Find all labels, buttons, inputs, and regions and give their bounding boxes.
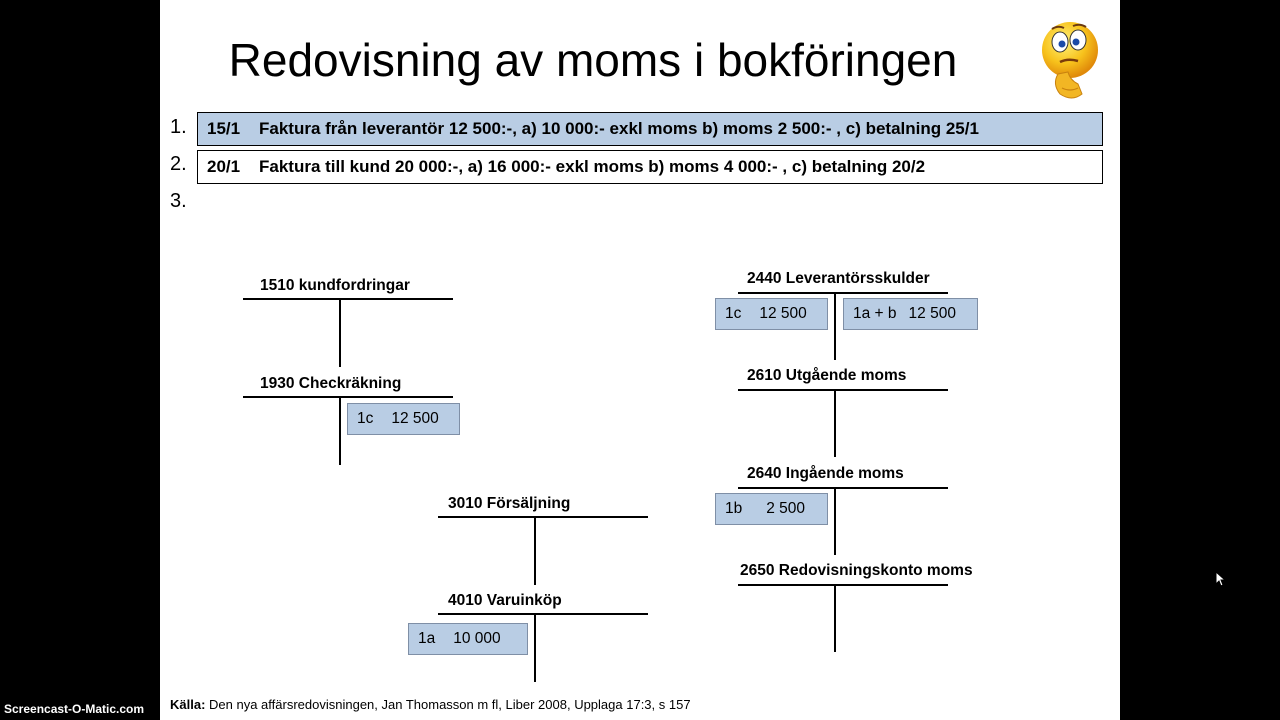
entry-amount: 12 500 bbox=[391, 410, 439, 427]
entry-amount: 12 500 bbox=[759, 305, 807, 322]
account-4010-title: 4010 Varuinköp bbox=[448, 592, 562, 609]
account-2440-debit-entry bbox=[715, 298, 828, 330]
transaction-box bbox=[197, 112, 1103, 146]
transaction-text: Faktura från leverantör 12 500:-, a) 10 000:- exkl moms b) moms 2 500:- , c) betalning 25/1 bbox=[259, 119, 979, 138]
t-account-3010-divider bbox=[534, 517, 536, 585]
account-2650-title: 2650 Redovisningskonto moms bbox=[740, 562, 973, 579]
t-account-2650-top bbox=[738, 584, 948, 586]
account-3010-title: 3010 Försäljning bbox=[448, 495, 571, 512]
source-citation bbox=[170, 697, 691, 712]
account-4010-debit-entry bbox=[408, 623, 528, 655]
entry-amount: 10 000 bbox=[453, 630, 501, 647]
account-2640-debit-entry bbox=[715, 493, 828, 525]
t-account-1510-top bbox=[243, 298, 453, 300]
transaction-date: 20/1 bbox=[207, 157, 241, 176]
entry-ref: 1a + b bbox=[853, 305, 897, 322]
t-account-4010-top bbox=[438, 613, 648, 615]
slide bbox=[160, 0, 1120, 720]
transaction-box bbox=[197, 150, 1103, 184]
transaction-number: 3. bbox=[170, 190, 187, 212]
entry-ref: 1c bbox=[725, 305, 742, 322]
account-2440-credit-entry bbox=[843, 298, 978, 330]
slide-title: Redovisning av moms i bokföringen bbox=[228, 34, 958, 86]
source-text: Den nya affärsredovisningen, Jan Thomasson m fl, Liber 2008, Upplaga 17:3, s 157 bbox=[205, 697, 691, 712]
t-account-2440-divider bbox=[834, 293, 836, 360]
t-account-2650-divider bbox=[834, 585, 836, 652]
t-account-1930-top bbox=[243, 396, 453, 398]
mouse-cursor-icon bbox=[1215, 571, 1225, 587]
entry-amount: 12 500 bbox=[908, 305, 956, 322]
t-account-1930-divider bbox=[339, 397, 341, 465]
transaction-date: 15/1 bbox=[207, 119, 241, 138]
thinking-face-icon bbox=[1038, 14, 1102, 104]
source-label: Källa: bbox=[170, 697, 206, 712]
t-account-2610-divider bbox=[834, 390, 836, 457]
t-account-4010-divider bbox=[534, 614, 536, 682]
account-1930-title: 1930 Checkräkning bbox=[260, 375, 402, 392]
transaction-text: Faktura till kund 20 000:-, a) 16 000:- exkl moms b) moms 4 000:- , c) betalning 20/2 bbox=[259, 157, 926, 176]
t-account-3010-top bbox=[438, 516, 648, 518]
entry-amount: 2 500 bbox=[766, 500, 806, 517]
account-2640-title: 2640 Ingående moms bbox=[747, 465, 904, 482]
screencast-watermark: Screencast-O-Matic.com bbox=[4, 702, 145, 716]
account-2440-title: 2440 Leverantörsskulder bbox=[747, 270, 930, 287]
account-2610-title: 2610 Utgående moms bbox=[747, 367, 907, 384]
t-account-2640-divider bbox=[834, 488, 836, 555]
t-account-1510-divider bbox=[339, 299, 341, 367]
transaction-number: 2. bbox=[170, 153, 187, 175]
entry-ref: 1a bbox=[418, 630, 436, 647]
t-account-2610-top bbox=[738, 389, 948, 391]
t-account-2440-top bbox=[738, 292, 948, 294]
account-1930-credit-entry bbox=[347, 403, 460, 435]
entry-ref: 1c bbox=[357, 410, 374, 427]
account-1510-title: 1510 kundfordringar bbox=[260, 277, 410, 294]
t-account-2640-top bbox=[738, 487, 948, 489]
transaction-number: 1. bbox=[170, 116, 187, 138]
entry-ref: 1b bbox=[725, 500, 743, 517]
